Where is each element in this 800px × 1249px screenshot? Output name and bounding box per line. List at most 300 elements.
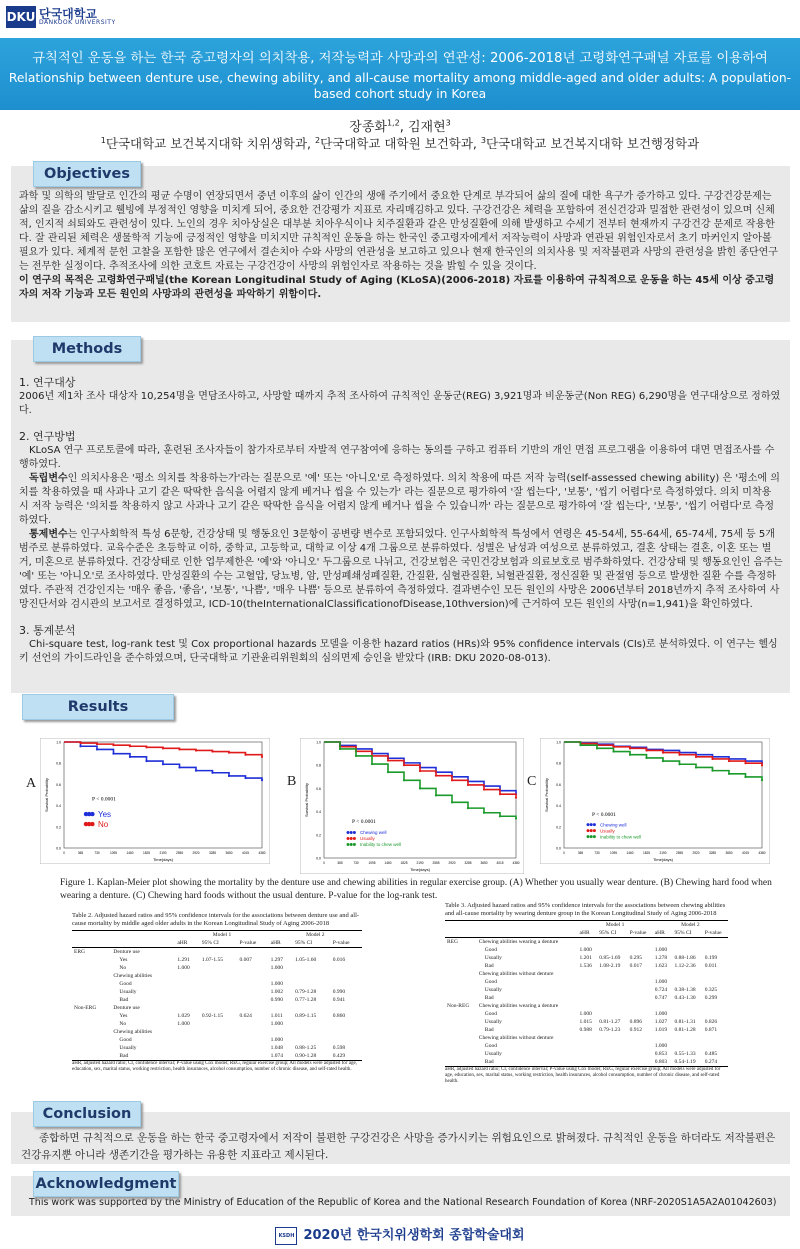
table-row: [72, 1012, 362, 1020]
km-point: [515, 817, 517, 819]
table-cell: [597, 1050, 627, 1058]
table-cell: [703, 1002, 728, 1010]
control-variable-text: 는 인구사회학적 특성 6문항, 건강상태 및 행동요인 3문항이 공변량 변수로 포함되었다. 인구사회학적 특성에서 연령은 45-54세, 55-64세, 65-74세, 75세 등 5개 범주로 분류하였다. 교육수준은 초등학교 이하, 중학교, 고등학교, 대학교 이상 4개 그룹으로 분류하였다. 성별은 남성과 여성으로 분류하였고, 결혼 상태는 결혼, 이혼 또는 별거, 미혼으로 분류하였다. 건강상태로 인한 업무제한은 '예'와 '아니오' 두그룹으로 나뉘고, 건강보험은 국민건강보험과 의료보호로 범주화하였다. 건강상태 및 행동요인인 음주는 '예' 또는 '아니오'로 조사하였다. 만성질환의 수는 고혈압, 당뇨병, 암, 만성폐쇄성폐질환, 간질환, 심혈관질환, 뇌혈관질환, 정신질환 및 관절염 등으로 발생한 질환 수를 측정하였다. 주관적 건강인지는 '매우 좋음, '좋음', '보통', '나쁨', '매우 나쁨' 등으로 분류하여 측정하였다. 결과변수인 모든 원인의 사망은 2006년부터 2018년까지 추적 조사하여 사망진단서와 검시관의 보고서로 결정하였고, ICD-10(theInternationalClassificationofDisease,10thversion)에 근거하여 모든 원인의 사망(n=1,941)을 확인하였다.: [19, 529, 783, 610]
table-header-cell: aHR: [177, 940, 188, 946]
y-tick-label: 0.8: [56, 761, 61, 766]
methods-section: [11, 340, 790, 693]
table-cell: [703, 1042, 728, 1050]
table-cell: 0.941: [332, 997, 346, 1003]
table-cell: [175, 1028, 200, 1036]
table-cell: [672, 1042, 702, 1050]
km-point: [629, 754, 631, 756]
table-cell: [597, 1010, 627, 1018]
table-cell: Good: [484, 1011, 498, 1017]
legend-marker: [593, 823, 596, 826]
table-cell: [175, 1036, 200, 1044]
table-2-grid: [72, 930, 362, 1061]
x-tick-label: 1095: [109, 851, 118, 855]
legend-label: No: [98, 820, 109, 830]
table-cell: [445, 954, 477, 962]
y-tick-label: 0.6: [56, 782, 61, 787]
km-point: [178, 766, 180, 768]
table-cell: Good: [484, 947, 498, 953]
table-cell: [175, 996, 200, 1004]
table-3-footnote: aHR, adjusted hazard ratio; CI, confidence interval; P-value using Cox model; REG, regular exercise group; All models were adjusted for age, education, sex, marital status, working restriction, health insurances, alcohol consumption, number of chronic disease, and self-rated health.: [445, 1067, 721, 1084]
table-cell: 1.05-1.60: [295, 957, 317, 963]
table-cell: [269, 1028, 294, 1036]
y-tick-label: 1.0: [56, 740, 61, 745]
table-cell: [200, 1044, 238, 1052]
figure-caption: Figure 1. Kaplan-Meier plot showing the mortality by the denture use and chewing abilities in regular exercise group. (A) Whether you usually wear denture. (B) Chewing hard food when wearing a denture. (C) Chewing hard foods without the usual denture. P-value for the log-rank test.: [60, 878, 772, 901]
table-cell: [293, 1028, 331, 1036]
table-cell: [578, 994, 598, 1002]
title-en: Relationship between denture use, chewing ability, and all-cause mortality among middle-aged and older adults: A population-based cohort study in Korea: [8, 71, 792, 101]
x-tick-label: 365: [577, 851, 584, 855]
y-tick-label: 0.2: [56, 825, 61, 830]
table-cell: [597, 1034, 627, 1042]
table-cell: 0.199: [704, 955, 718, 961]
results-title: Results: [22, 694, 174, 720]
table-cell: [578, 1002, 598, 1010]
table-cell: [331, 972, 362, 980]
km-point: [145, 760, 147, 762]
table-row: [72, 980, 362, 988]
table-cell: [237, 980, 268, 988]
table-row: [72, 996, 362, 1004]
table-2-model1: Model 1: [212, 932, 232, 938]
legend-marker: [353, 843, 356, 846]
table-header-cell: [72, 939, 111, 948]
y-tick-label: 0.8: [316, 763, 321, 768]
table-cell: [703, 1034, 728, 1042]
table-cell: 1.201: [579, 955, 592, 961]
table-cell: [175, 988, 200, 996]
table-row: [72, 972, 362, 980]
table-cell: [628, 1042, 653, 1050]
km-point: [228, 752, 230, 754]
x-tick-label: 2555: [175, 851, 184, 855]
table-cell: 0.81-1.28: [674, 1027, 696, 1033]
table-cell: 0.007: [239, 957, 252, 963]
table-cell: Good: [484, 979, 498, 985]
objectives-title: Objectives: [33, 161, 141, 187]
legend-marker: [90, 822, 94, 826]
km-point: [596, 747, 598, 749]
table-cell: Usually: [484, 987, 502, 993]
y-tick-label: 0.6: [316, 786, 321, 791]
km-point: [483, 788, 485, 790]
table-header-cell: aHR: [579, 930, 590, 936]
table-header-cell: aHR: [654, 930, 665, 936]
table-cell: [703, 1010, 728, 1018]
km-point: [96, 743, 98, 745]
table-row: [72, 1020, 362, 1028]
legend-label: Yes: [98, 810, 112, 820]
table-header-cell: 95% CI: [674, 930, 692, 936]
table-row: [445, 1058, 728, 1067]
methods-heading-1: 1. 연구대상: [19, 376, 76, 389]
table-cell: 0.325: [704, 987, 718, 993]
table-cell: 0.860: [332, 1013, 346, 1019]
table-cell: [628, 978, 653, 986]
table-row: [445, 962, 728, 970]
table-cell: [445, 1034, 477, 1042]
km-point: [678, 763, 680, 765]
table-cell: [653, 1002, 673, 1010]
table-cell: 1.000: [177, 965, 190, 971]
table-cell: [653, 970, 673, 978]
table-cell: [175, 980, 200, 988]
table-cell: 0.485: [704, 1051, 718, 1057]
table-row: [445, 970, 728, 978]
methods-title: Methods: [33, 336, 141, 362]
table-cell: 1.000: [654, 979, 668, 985]
table-2-caption: Table 2. Adjusted hazard ratios and 95% confidence intervals for the associations between denture use and all-cause mortality by middle aged older adults in the Korean Longitudinal Study of Aging 2006-2018: [72, 912, 360, 927]
table-cell: 0.81-1.27: [599, 1019, 621, 1025]
x-tick-label: 3285: [708, 851, 717, 855]
table-cell: Denture use: [113, 949, 140, 955]
table-cell: [445, 946, 477, 954]
legend-marker: [347, 837, 350, 840]
independent-variable-text: 인 의치사용은 '평소 의치를 착용하는가'라는 질문으로 '예' 또는 '아니오'로 측정하였다. 의치 착용에 따른 저작 능력(self-assessed chewing ability) 은 '평소에 의치를 착용하였을 때 사과나 고기 같은 딱딱한 음식을 어렵지 않게 베거나 씹을 수 있는가' 라는 질문으로 평가하여 '잘 씹는다', '보통', '씹기 어렵다'로 측정하였다. 의치 미착용 시 저작 능력은 '의치를 착용하지 않고 사과나 고기 같은 딱딱한 음식을 어렵지 않게 베거나 씹을 수 있습니까' 라는 질문으로 평가하여 '잘 씹는다', '보통', '씹기 어렵다'로 측정하였다.: [19, 473, 780, 526]
table-cell: Bad: [484, 1059, 494, 1065]
table-cell: [672, 1002, 702, 1010]
km-point: [403, 779, 405, 781]
legend-marker: [350, 837, 353, 840]
table-cell: [237, 988, 268, 996]
university-logo: [6, 6, 128, 28]
footer: [0, 1224, 800, 1245]
table-cell: 0.89-1.15: [295, 1013, 317, 1019]
table-3: [445, 902, 728, 1085]
x-tick-label: 1460: [626, 851, 634, 855]
km-point: [515, 797, 517, 799]
methods-heading-3: 3. 통계분석: [19, 624, 76, 637]
table-cell: [72, 996, 111, 1004]
x-tick-label: 1825: [400, 861, 408, 865]
x-axis-label: Time(days): [653, 857, 673, 862]
acknowledgment-title: Acknowledgment: [33, 1171, 179, 1197]
table-cell: [331, 1020, 362, 1028]
x-tick-label: 3650: [725, 851, 733, 855]
table-row: [445, 1042, 728, 1050]
table-cell: [578, 1050, 598, 1058]
x-tick-label: 2920: [192, 851, 200, 855]
table-cell: [175, 972, 200, 980]
table-cell: [672, 978, 702, 986]
table-cell: [445, 1018, 477, 1026]
table-3-model2: Model 2: [681, 922, 700, 928]
table-cell: [672, 946, 702, 954]
table-row: [72, 948, 362, 957]
table-cell: [331, 1036, 362, 1044]
table-cell: 1.000: [654, 1011, 668, 1017]
x-tick-label: 4380: [512, 861, 520, 865]
table-cell: [597, 1058, 627, 1067]
table-cell: 0.77-1.28: [295, 997, 317, 1003]
table-cell: 1.048: [270, 1045, 283, 1051]
legend-marker: [350, 843, 353, 846]
table-cell: [653, 938, 673, 947]
km-plot-c: [540, 738, 770, 864]
table-cell: Bad: [484, 995, 494, 1001]
table-cell: [200, 1052, 238, 1061]
km-point: [612, 750, 614, 752]
table-header-cell: P-value: [629, 930, 647, 936]
table-cell: [175, 1044, 200, 1052]
table-cell: [597, 938, 627, 947]
km-point: [228, 775, 230, 777]
km-point: [261, 756, 263, 758]
table-cell: 0.853: [654, 1051, 668, 1057]
table-cell: [72, 1012, 111, 1020]
table-cell: 0.803: [654, 1059, 668, 1065]
table-cell: [200, 1028, 238, 1036]
table-cell: [72, 1020, 111, 1028]
y-tick-label: 0.0: [316, 856, 321, 861]
independent-variable-label: 독립변수: [29, 473, 68, 484]
km-point: [145, 746, 147, 748]
table-cell: Usually: [119, 989, 137, 995]
table-cell: [628, 938, 653, 947]
table-cell: [578, 986, 598, 994]
table-cell: [703, 946, 728, 954]
x-tick-label: 2190: [159, 851, 167, 855]
table-cell: [72, 1028, 111, 1036]
table-cell: Usually: [484, 1019, 502, 1025]
x-tick-label: 730: [594, 851, 600, 855]
objectives-aim: 이 연구의 목적은 고령화연구패널(the Korean Longitudinal Study of Aging (KLoSA)(2006-2018) 자료를 이용하여 규칙적으로 운동을 하는 45세 이상 중고령자의 저작 기능과 모든 원인의 사망과의 관련성을 파악하기 위함이다.: [19, 275, 775, 300]
table-cell: [200, 1036, 238, 1044]
table-cell: [72, 980, 111, 988]
table-cell: [578, 1058, 598, 1067]
table-cell: [293, 1004, 331, 1012]
km-point: [435, 775, 437, 777]
x-tick-label: 2920: [448, 861, 456, 865]
legend-marker: [353, 837, 356, 840]
logo-emblem: DKU: [6, 6, 36, 28]
table-cell: 0.747: [654, 995, 668, 1001]
table-cell: [597, 946, 627, 954]
table-cell: [445, 994, 477, 1002]
table-cell: [269, 972, 294, 980]
km-point: [178, 748, 180, 750]
km-point: [403, 764, 405, 766]
x-axis-label: Time(days): [153, 857, 173, 862]
table-cell: 0.429: [332, 1053, 346, 1059]
table-header-cell: P-value: [332, 940, 350, 946]
methods-statistics: Chi-square test, log-rank test 및 Cox proportional hazards 모델을 이용한 hazard ratios (HRs)와 95% confidence intervals (CIs)로 분석하였다. 이 연구는 헬싱키 선언의 가이드라인을 준수하였으며, 단국대학교 기관윤리위원회의 심의면제 승인을 받았다 (IRB: DKU 2020-08-013).: [19, 639, 778, 664]
table-cell: [628, 986, 653, 994]
x-tick-label: 1095: [368, 861, 376, 865]
table-cell: [703, 970, 728, 978]
table-cell: 1.015: [579, 1019, 592, 1025]
table-cell: 1.12-2.36: [674, 963, 696, 969]
table-cell: [293, 1036, 331, 1044]
table-cell: 1.029: [177, 1013, 190, 1019]
table-cell: 1.000: [579, 947, 592, 953]
table-cell: 1.000: [177, 1021, 190, 1027]
km-point: [612, 746, 614, 748]
table-3-model1: Model 1: [605, 922, 625, 928]
table-cell: [331, 980, 362, 988]
table-cell: [237, 1052, 268, 1061]
x-tick-label: 0: [63, 851, 65, 855]
x-tick-label: 4015: [241, 851, 250, 855]
table-row: [445, 1050, 728, 1058]
x-tick-label: 2190: [416, 861, 424, 865]
table-cell: Denture use: [113, 1005, 140, 1011]
legend-marker: [587, 829, 590, 832]
table-cell: [628, 1034, 653, 1042]
table-cell: [578, 978, 598, 986]
table-cell: [237, 948, 268, 957]
table-cell: [200, 972, 238, 980]
table-cell: 0.90-1.28: [295, 1053, 317, 1059]
legend-marker: [347, 843, 350, 846]
table-cell: 0.990: [270, 997, 283, 1003]
km-point: [261, 779, 263, 781]
km-point: [419, 787, 421, 789]
table-row: [445, 1026, 728, 1034]
table-cell: [703, 938, 728, 947]
table-cell: [200, 988, 238, 996]
table-cell: [445, 986, 477, 994]
table-cell: [331, 964, 362, 972]
table-cell: [445, 962, 477, 970]
table-cell: 1.000: [270, 981, 283, 987]
table-cell: [293, 980, 331, 988]
x-tick-label: 1460: [126, 851, 134, 855]
table-cell: [597, 986, 627, 994]
table-cell: 0.55-1.33: [674, 1051, 696, 1057]
table-header-cell: 95% CI: [295, 940, 313, 946]
table-cell: [331, 948, 362, 957]
table-cell: Good: [119, 981, 132, 987]
table-cell: Chewing abilities without denture: [478, 971, 554, 977]
km-point: [211, 750, 213, 752]
legend-marker: [347, 831, 350, 834]
km-point: [129, 756, 131, 758]
km-point: [728, 773, 730, 775]
km-point: [195, 770, 197, 772]
table-row: [72, 1052, 362, 1061]
table-cell: 1.011: [270, 1013, 283, 1019]
y-tick-label: 0.0: [556, 846, 561, 851]
km-point: [483, 812, 485, 814]
conclusion-title: Conclusion: [33, 1101, 141, 1127]
table-cell: 1.000: [270, 1021, 283, 1027]
km-point: [387, 759, 389, 761]
table-cell: [237, 996, 268, 1004]
legend-marker: [587, 835, 590, 838]
table-cell: [72, 972, 111, 980]
table-cell: [72, 988, 111, 996]
y-tick-label: 0.8: [556, 761, 561, 766]
km-point: [645, 757, 647, 759]
table-cell: [445, 1058, 477, 1067]
x-tick-label: 2555: [432, 861, 440, 865]
table-cell: [445, 1026, 477, 1034]
table-cell: [703, 978, 728, 986]
logo-name-en: DANKOOK UNIVERSITY: [39, 19, 116, 26]
km-point: [162, 763, 164, 765]
table-cell: ERG: [74, 949, 85, 955]
table-cell: 1.000: [579, 1011, 592, 1017]
x-tick-label: 365: [77, 851, 84, 855]
methods-heading-2: 2. 연구방법: [19, 430, 76, 443]
legend-marker: [590, 835, 593, 838]
km-point: [355, 755, 357, 757]
plot-frame: [540, 738, 770, 864]
table-row: [445, 1034, 728, 1042]
table-cell: [293, 1020, 331, 1028]
table-cell: [445, 970, 477, 978]
km-point: [451, 801, 453, 803]
table-cell: Chewing abilities: [113, 1029, 153, 1035]
title-ko: 규칙적인 운동을 하는 한국 중고령자의 의치착용, 저작능력과 사망과의 연관성: 2006-2018년 고령화연구패널 자료를 이용하여: [32, 51, 768, 66]
x-axis-label: Time(days): [410, 867, 430, 872]
plot-frame: [40, 738, 270, 864]
km-plot-b: [300, 738, 524, 874]
km-point: [499, 793, 501, 795]
x-tick-label: 4380: [258, 851, 266, 855]
title-banner: [0, 38, 800, 110]
table-cell: 0.92-1.15: [201, 1013, 223, 1019]
km-point: [112, 753, 114, 755]
table-cell: [672, 1034, 702, 1042]
table-cell: [597, 994, 627, 1002]
table-cell: 1.000: [654, 947, 668, 953]
legend-marker: [590, 829, 593, 832]
methods-subjects: 2006년 제1차 조사 대상자 10,254명을 면담조사하고, 사망할 때까지 추적 조사하여 규칙적인 운동군(REG) 3,921명과 비운동군(Non REG) 6,290명을 연구대상으로 정하였다.: [19, 391, 781, 416]
table-cell: 0.990: [332, 989, 346, 995]
table-row: [72, 956, 362, 964]
table-cell: 1.278: [654, 955, 668, 961]
km-point: [467, 807, 469, 809]
table-cell: [200, 996, 238, 1004]
table-header-cell: P-value: [239, 940, 257, 946]
x-tick-label: 4380: [758, 851, 766, 855]
table-2-model2: Model 2: [306, 932, 325, 938]
table-cell: [597, 1042, 627, 1050]
table-cell: [237, 964, 268, 972]
km-point: [629, 747, 631, 749]
km-point: [744, 762, 746, 764]
legend-marker: [590, 823, 593, 826]
table-cell: 0.54-1.19: [674, 1059, 696, 1065]
table-cell: [672, 938, 702, 947]
table-cell: Chewing abilities wearing a denture: [478, 1003, 559, 1009]
table-cell: [628, 946, 653, 954]
table-cell: 0.299: [704, 995, 718, 1001]
x-tick-label: 365: [337, 861, 343, 865]
plot-frame: [300, 738, 524, 874]
y-tick-label: 0.4: [556, 804, 561, 809]
table-cell: 0.624: [239, 1013, 252, 1019]
table-cell: Usually: [484, 955, 502, 961]
km-point: [339, 748, 341, 750]
x-tick-label: 1825: [642, 851, 651, 855]
km-point: [79, 745, 81, 747]
table-cell: [578, 1042, 598, 1050]
table-cell: [445, 978, 477, 986]
table-cell: [237, 972, 268, 980]
x-tick-label: 2190: [659, 851, 667, 855]
km-point: [112, 744, 114, 746]
table-cell: Yes: [119, 957, 128, 963]
km-point: [499, 815, 501, 817]
